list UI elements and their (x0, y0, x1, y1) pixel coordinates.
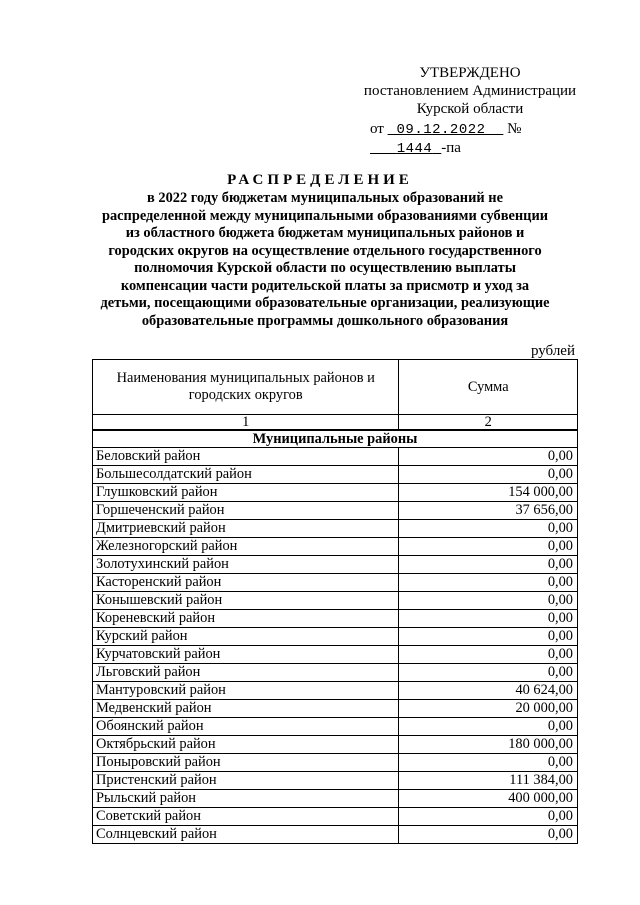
table-row (93, 808, 578, 826)
table-row (93, 484, 578, 502)
district-name: Курский район (93, 628, 399, 646)
table-row (93, 610, 578, 628)
district-name: Беловский район (93, 448, 399, 466)
district-name: Глушковский район (93, 484, 399, 502)
number-prefix: № (507, 121, 522, 137)
document-subtitle (80, 190, 570, 330)
table-row (93, 592, 578, 610)
district-amount: 0,00 (399, 538, 578, 556)
table-row (93, 466, 578, 484)
approval-date: 09.12.2022 (396, 122, 486, 138)
district-name: Большесолдатский район (93, 466, 399, 484)
table-row (93, 646, 578, 664)
district-amount: 0,00 (399, 592, 578, 610)
approval-heading: УТВЕРЖДЕНО (419, 65, 521, 81)
table-header-row (93, 360, 578, 415)
district-name: Золотухинский район (93, 556, 399, 574)
district-amount: 0,00 (399, 826, 578, 844)
table-row (93, 736, 578, 754)
date-prefix: от (370, 121, 384, 137)
district-name: Курчатовский район (93, 646, 399, 664)
district-amount: 0,00 (399, 574, 578, 592)
subtitle-line: из областного бюджета бюджетам муниципальных районов и (125, 225, 525, 241)
table-row (93, 664, 578, 682)
district-amount: 180 000,00 (399, 736, 578, 754)
table-row (93, 754, 578, 772)
district-amount: 40 624,00 (399, 682, 578, 700)
section-title: Муниципальные районы (93, 430, 578, 448)
table-row (93, 448, 578, 466)
district-name: Мантуровский район (93, 682, 399, 700)
district-amount: 0,00 (399, 808, 578, 826)
district-amount: 0,00 (399, 646, 578, 664)
subtitle-line: в 2022 году бюджетам муниципальных образований не (147, 190, 503, 206)
subtitle-line: городских округов на осуществление отдельного государственного (108, 242, 542, 259)
district-name: Пристенский район (93, 772, 399, 790)
district-amount: 0,00 (399, 628, 578, 646)
subtitle-line: распределенной между муниципальными образованиями субвенции (101, 207, 549, 224)
district-amount: 111 384,00 (399, 772, 578, 790)
table-row (93, 502, 578, 520)
column-number-1: 1 (93, 415, 399, 431)
document-title: РАСПРЕДЕЛЕНИЕ (227, 172, 413, 188)
table-row (93, 718, 578, 736)
subtitle-line: образовательные программы дошкольного образования (141, 312, 509, 329)
number-suffix: -па (441, 140, 461, 156)
district-name: Дмитриевский район (93, 520, 399, 538)
district-amount: 0,00 (399, 754, 578, 772)
table-row (93, 682, 578, 700)
approval-number: 1444 (396, 141, 433, 157)
approval-line-1: постановлением Администрации (363, 83, 577, 99)
district-name: Поныровский район (93, 754, 399, 772)
table-row (93, 826, 578, 844)
district-name: Льговский район (93, 664, 399, 682)
column-numbers-row (93, 415, 578, 431)
district-amount: 0,00 (399, 520, 578, 538)
approval-block (340, 64, 600, 158)
district-name: Железногорский район (93, 538, 399, 556)
district-amount: 0,00 (399, 448, 578, 466)
district-name: Рыльский район (93, 790, 399, 808)
district-amount: 0,00 (399, 556, 578, 574)
table-row (93, 790, 578, 808)
table-row (93, 772, 578, 790)
table-row (93, 574, 578, 592)
table-row (93, 628, 578, 646)
table-row (93, 700, 578, 718)
district-name: Советский район (93, 808, 399, 826)
units-label: рублей (530, 343, 575, 359)
district-name: Конышевский район (93, 592, 399, 610)
approval-date-line (340, 120, 600, 158)
district-name: Горшеченский район (93, 502, 399, 520)
table-row (93, 520, 578, 538)
district-name: Обоянский район (93, 718, 399, 736)
district-amount: 0,00 (399, 466, 578, 484)
district-amount: 154 000,00 (399, 484, 578, 502)
header-amount: Сумма (399, 360, 578, 415)
district-name: Касторенский район (93, 574, 399, 592)
district-amount: 400 000,00 (399, 790, 578, 808)
district-amount: 37 656,00 (399, 502, 578, 520)
district-name: Кореневский район (93, 610, 399, 628)
district-name: Медвенский район (93, 700, 399, 718)
subtitle-line: компенсации части родительской платы за присмотр и уход за (120, 277, 530, 294)
district-name: Октябрьский район (93, 736, 399, 754)
distribution-table (92, 359, 578, 844)
district-amount: 20 000,00 (399, 700, 578, 718)
district-name: Солнцевский район (93, 826, 399, 844)
subtitle-line: детьми, посещающими образовательные организации, реализующие (100, 295, 550, 311)
subtitle-line: полномочия Курской области по осуществлению выплаты (134, 260, 516, 276)
table-row (93, 556, 578, 574)
district-amount: 0,00 (399, 718, 578, 736)
column-number-2: 2 (399, 415, 578, 431)
district-amount: 0,00 (399, 664, 578, 682)
header-name: Наименования муниципальных районов и городских округов (93, 360, 399, 415)
district-amount: 0,00 (399, 610, 578, 628)
approval-line-2: Курской области (416, 101, 524, 117)
table-row (93, 538, 578, 556)
section-row (93, 430, 578, 448)
